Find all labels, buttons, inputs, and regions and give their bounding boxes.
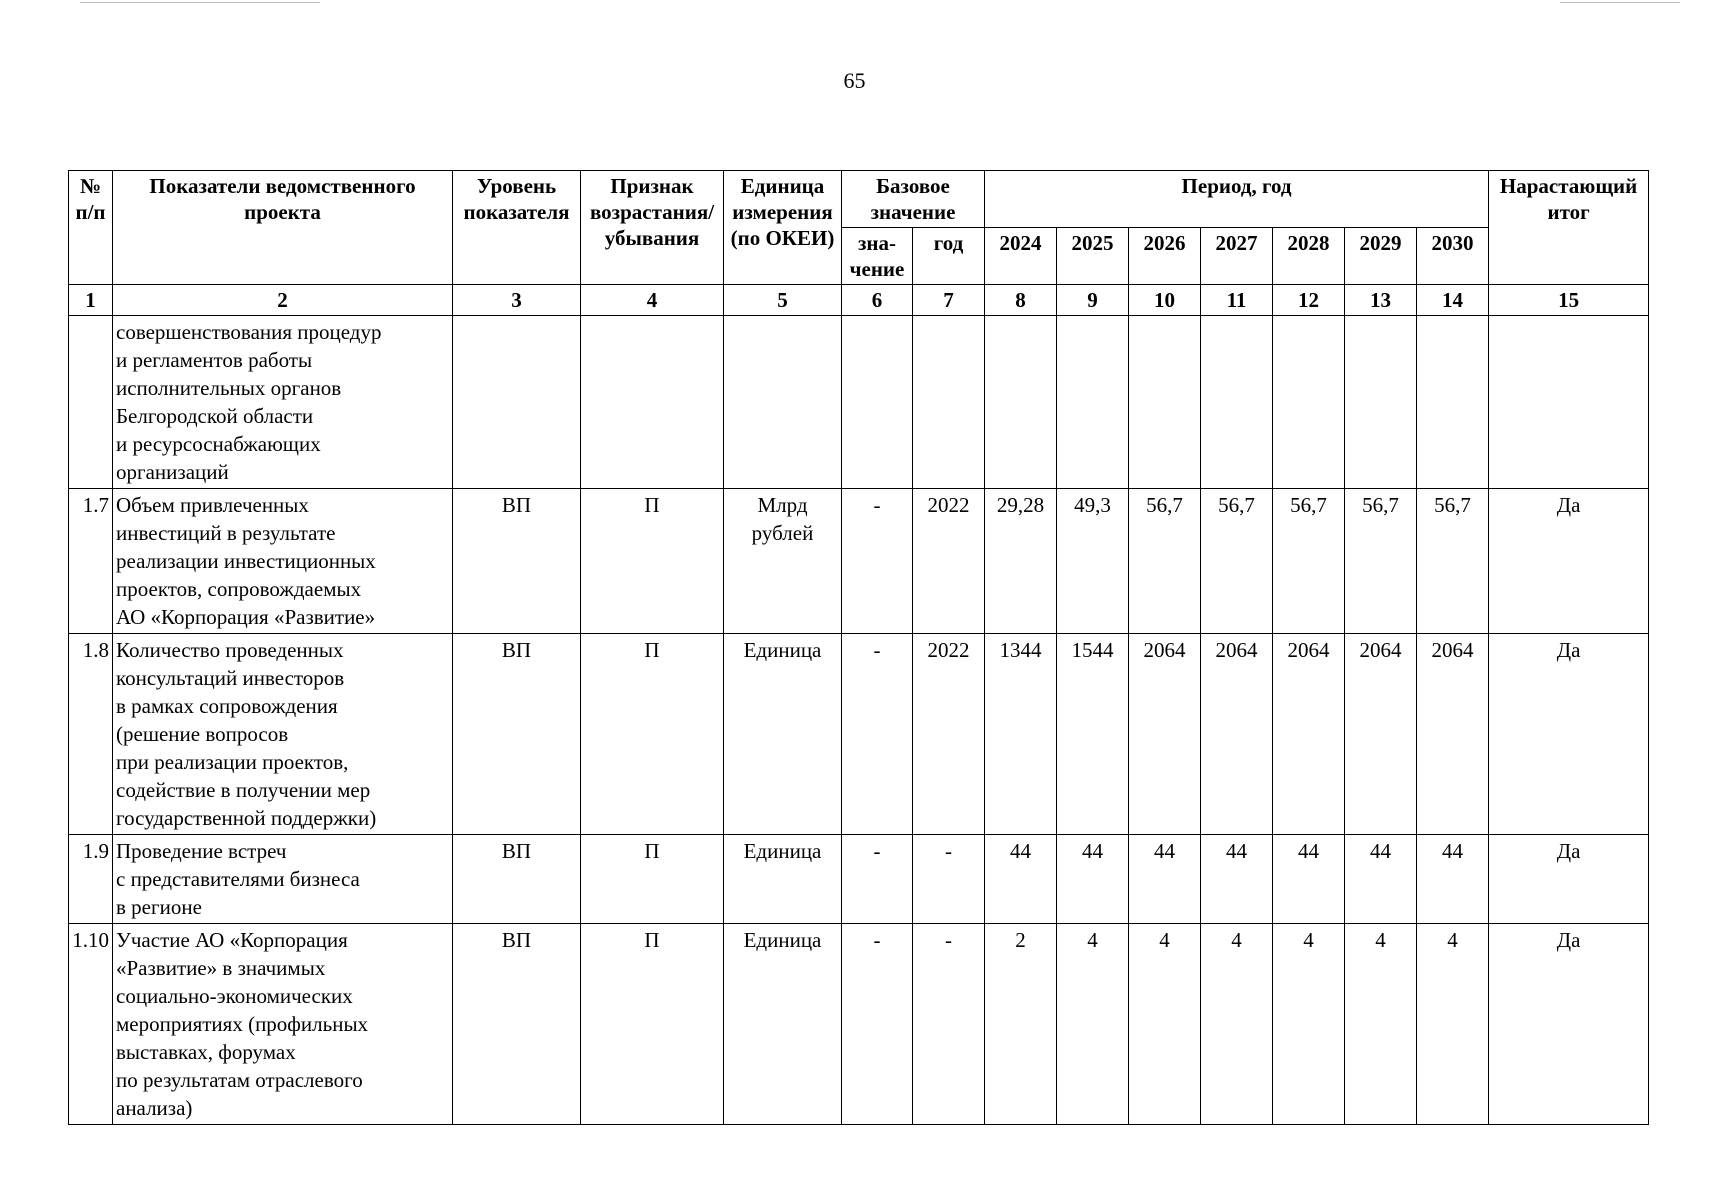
year-value	[1273, 316, 1345, 489]
column-number: 12	[1273, 285, 1345, 316]
table-row	[69, 634, 1649, 835]
year-value	[1417, 316, 1489, 489]
indicator-sign	[581, 316, 724, 489]
indicator-unit: Единица	[724, 924, 842, 1125]
indicator-sign: П	[581, 634, 724, 835]
column-number-row	[69, 285, 1649, 316]
row-number: 1.10	[69, 924, 113, 1125]
indicator-unit	[724, 316, 842, 489]
year-value: 56,7	[1273, 489, 1345, 634]
year-value: 56,7	[1417, 489, 1489, 634]
column-number: 13	[1345, 285, 1417, 316]
year-value	[1129, 316, 1201, 489]
column-number: 11	[1201, 285, 1273, 316]
scan-artifact-line	[1560, 2, 1680, 3]
year-value: 44	[985, 835, 1057, 924]
year-value: 49,3	[1057, 489, 1129, 634]
indicator-name: Участие АО «Корпорация «Развитие» в значимых социально-экономических мероприятиях (профильных выставках, форумах по результатам отраслевого анализа)	[113, 924, 453, 1125]
cumulative-flag: Да	[1489, 835, 1649, 924]
year-value	[1057, 316, 1129, 489]
indicator-level: ВП	[453, 835, 581, 924]
table-row	[69, 316, 1649, 489]
column-number: 2	[113, 285, 453, 316]
header-year: 2026	[1129, 228, 1201, 285]
indicator-level	[453, 316, 581, 489]
year-value: 2064	[1129, 634, 1201, 835]
header-sign: Признак возрастания/ убывания	[581, 171, 724, 285]
base-year: 2022	[913, 489, 985, 634]
year-value: 1344	[985, 634, 1057, 835]
cumulative-flag	[1489, 316, 1649, 489]
header-base-value: зна- чение	[842, 228, 913, 285]
cumulative-flag: Да	[1489, 634, 1649, 835]
indicator-name: Количество проведенных консультаций инвесторов в рамках сопровождения (решение вопросов при реализации проектов, содействие в получении мер государственной поддержки)	[113, 634, 453, 835]
column-number: 15	[1489, 285, 1649, 316]
base-value: -	[842, 835, 913, 924]
row-number: 1.9	[69, 835, 113, 924]
header-base: Базовое значение	[842, 171, 985, 228]
header-year: 2029	[1345, 228, 1417, 285]
header-year: 2027	[1201, 228, 1273, 285]
year-value: 4	[1201, 924, 1273, 1125]
column-number: 5	[724, 285, 842, 316]
indicator-unit: Млрд рублей	[724, 489, 842, 634]
indicator-name: совершенствования процедур и регламентов работы исполнительных органов Белгородской области и ресурсоснабжающих организаций	[113, 316, 453, 489]
year-value: 2064	[1417, 634, 1489, 835]
header-year: 2024	[985, 228, 1057, 285]
year-value: 4	[1417, 924, 1489, 1125]
indicator-level: ВП	[453, 924, 581, 1125]
base-value	[842, 316, 913, 489]
base-year: 2022	[913, 634, 985, 835]
year-value	[1345, 316, 1417, 489]
year-value: 44	[1201, 835, 1273, 924]
year-value: 29,28	[985, 489, 1057, 634]
base-year: -	[913, 924, 985, 1125]
column-number: 14	[1417, 285, 1489, 316]
header-year: 2028	[1273, 228, 1345, 285]
year-value: 44	[1129, 835, 1201, 924]
column-number: 4	[581, 285, 724, 316]
header-base-year: год	[913, 228, 985, 285]
year-value	[1201, 316, 1273, 489]
indicator-sign: П	[581, 835, 724, 924]
base-value: -	[842, 489, 913, 634]
base-year	[913, 316, 985, 489]
year-value: 44	[1273, 835, 1345, 924]
column-number: 8	[985, 285, 1057, 316]
header-num: № п/п	[69, 171, 113, 285]
year-value: 4	[1129, 924, 1201, 1125]
column-number: 3	[453, 285, 581, 316]
year-value: 4	[1345, 924, 1417, 1125]
header-row-top	[69, 171, 1649, 228]
year-value: 44	[1345, 835, 1417, 924]
column-number: 9	[1057, 285, 1129, 316]
base-value: -	[842, 634, 913, 835]
header-year: 2025	[1057, 228, 1129, 285]
table-row	[69, 924, 1649, 1125]
page-number: 65	[843, 68, 866, 93]
table-row	[69, 835, 1649, 924]
indicator-unit: Единица	[724, 835, 842, 924]
header-unit: Единица измерения (по ОКЕИ)	[724, 171, 842, 285]
indicator-name: Проведение встреч с представителями бизнеса в регионе	[113, 835, 453, 924]
year-value: 2	[985, 924, 1057, 1125]
column-number: 10	[1129, 285, 1201, 316]
year-value: 2064	[1345, 634, 1417, 835]
year-value: 4	[1273, 924, 1345, 1125]
year-value: 56,7	[1129, 489, 1201, 634]
year-value: 56,7	[1201, 489, 1273, 634]
header-year: 2030	[1417, 228, 1489, 285]
row-number	[69, 316, 113, 489]
indicator-level: ВП	[453, 634, 581, 835]
cumulative-flag: Да	[1489, 489, 1649, 634]
row-number: 1.7	[69, 489, 113, 634]
cumulative-flag: Да	[1489, 924, 1649, 1125]
indicator-unit: Единица	[724, 634, 842, 835]
column-number: 7	[913, 285, 985, 316]
row-number: 1.8	[69, 634, 113, 835]
base-year: -	[913, 835, 985, 924]
column-number: 6	[842, 285, 913, 316]
year-value: 44	[1057, 835, 1129, 924]
year-value: 2064	[1273, 634, 1345, 835]
header-level: Уровень показателя	[453, 171, 581, 285]
header-cumulative: Нарастающий итог	[1489, 171, 1649, 285]
scan-artifact-line	[80, 2, 320, 3]
year-value: 4	[1057, 924, 1129, 1125]
indicator-sign: П	[581, 489, 724, 634]
year-value: 1544	[1057, 634, 1129, 835]
header-period: Период, год	[985, 171, 1489, 228]
table-row	[69, 489, 1649, 634]
year-value: 56,7	[1345, 489, 1417, 634]
year-value: 2064	[1201, 634, 1273, 835]
base-value: -	[842, 924, 913, 1125]
column-number: 1	[69, 285, 113, 316]
header-indicator: Показатели ведомственного проекта	[113, 171, 453, 285]
year-value: 44	[1417, 835, 1489, 924]
indicators-table	[68, 170, 1649, 1125]
indicator-sign: П	[581, 924, 724, 1125]
indicator-name: Объем привлеченных инвестиций в результате реализации инвестиционных проектов, сопровождаемых АО «Корпорация «Развитие»	[113, 489, 453, 634]
year-value	[985, 316, 1057, 489]
indicator-level: ВП	[453, 489, 581, 634]
